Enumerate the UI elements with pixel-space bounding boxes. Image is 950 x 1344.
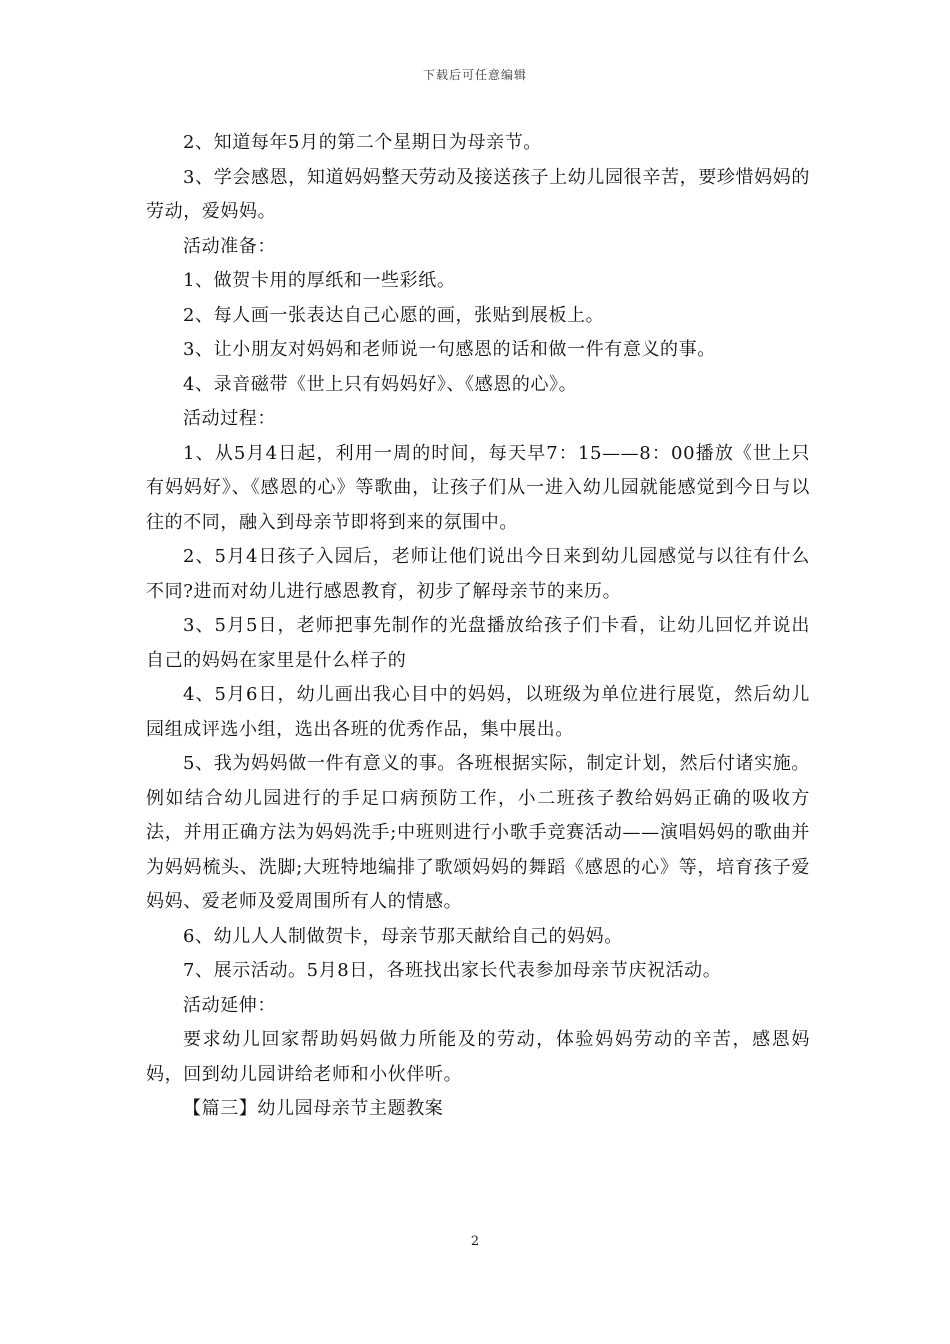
paragraph-prep-2: 2、每人画一张表达自己心愿的画，张贴到展板上。: [183, 304, 605, 326]
section-title-part-three: 【篇三】幼儿园母亲节主题教案: [183, 1098, 444, 1119]
paragraph-process-7: 7、展示活动。5月8日，各班找出家长代表参加母亲节庆祝活动。: [183, 960, 722, 981]
heading-preparation: 活动准备：: [183, 235, 276, 257]
document-body: [146, 126, 810, 1127]
paragraph-goal-3: 3、学会感恩，知道妈妈整天劳动及接送孩子上幼儿园很辛苦，要珍惜妈妈的劳动，爱妈妈。: [146, 166, 810, 222]
paragraph-process-6: 6、幼儿人人制做贺卡，母亲节那天献给自己的妈妈。: [183, 925, 623, 947]
paragraph-extension: 要求幼儿回家帮助妈妈做力所能及的劳动，体验妈妈劳动的辛苦，感恩妈妈，回到幼儿园讲给老师和小伙伴听。: [146, 1029, 810, 1085]
heading-process: 活动过程：: [183, 408, 276, 429]
heading-extension: 活动延伸：: [183, 994, 276, 1016]
paragraph-process-2: 2、5月4日孩子入园后，老师让他们说出今日来到幼儿园感觉与以往有什么不同?进而对幼儿进行感恩教育，初步了解母亲节的来历。: [146, 546, 810, 602]
paragraph-process-3: 3、5月5日，老师把事先制作的光盘播放给孩子们卡看，让幼儿回忆并说出自己的妈妈在家里是什么样子的: [146, 615, 810, 671]
paragraph-process-4: 4、5月6日，幼儿画出我心目中的妈妈，以班级为单位进行展览，然后幼儿园组成评选小组，选出各班的优秀作品，集中展出。: [146, 684, 810, 740]
paragraph-goal-2: 2、知道每年5月的第二个星期日为母亲节。: [183, 132, 542, 153]
page-number: 2: [470, 1234, 480, 1249]
page-header: 下载后可任意编辑: [422, 68, 527, 82]
paragraph-prep-3: 3、让小朋友对妈妈和老师说一句感恩的话和做一件有意义的事。: [183, 339, 716, 360]
paragraph-prep-4: 4、录音磁带《世上只有妈妈好》、《感恩的心》。: [183, 373, 578, 395]
paragraph-prep-1: 1、做贺卡用的厚纸和一些彩纸。: [183, 270, 456, 291]
paragraph-process-5: 5、我为妈妈做一件有意义的事。各班根据实际，制定计划，然后付诸实施。例如结合幼儿园进行的手足口病预防工作，小二班孩子教给妈妈正确的吸收方法，并用正确方法为妈妈洗手;中班则进行小歌手竞赛活动——演唱妈妈的歌曲并为妈妈梳头、洗脚;大班特地编排了歌颂妈妈的舞蹈《感恩的心》等，培育孩子爱妈妈、爱老师及爱周围所有人的情感。: [146, 753, 810, 912]
paragraph-process-1: 1、从5月4日起，利用一周的时间，每天早7：15——8：00播放《世上只有妈妈好》、《感恩的心》等歌曲，让孩子们从一进入幼儿园就能感觉到今日与以往的不同，融入到母亲节即将到来的氛围中。: [146, 442, 810, 533]
